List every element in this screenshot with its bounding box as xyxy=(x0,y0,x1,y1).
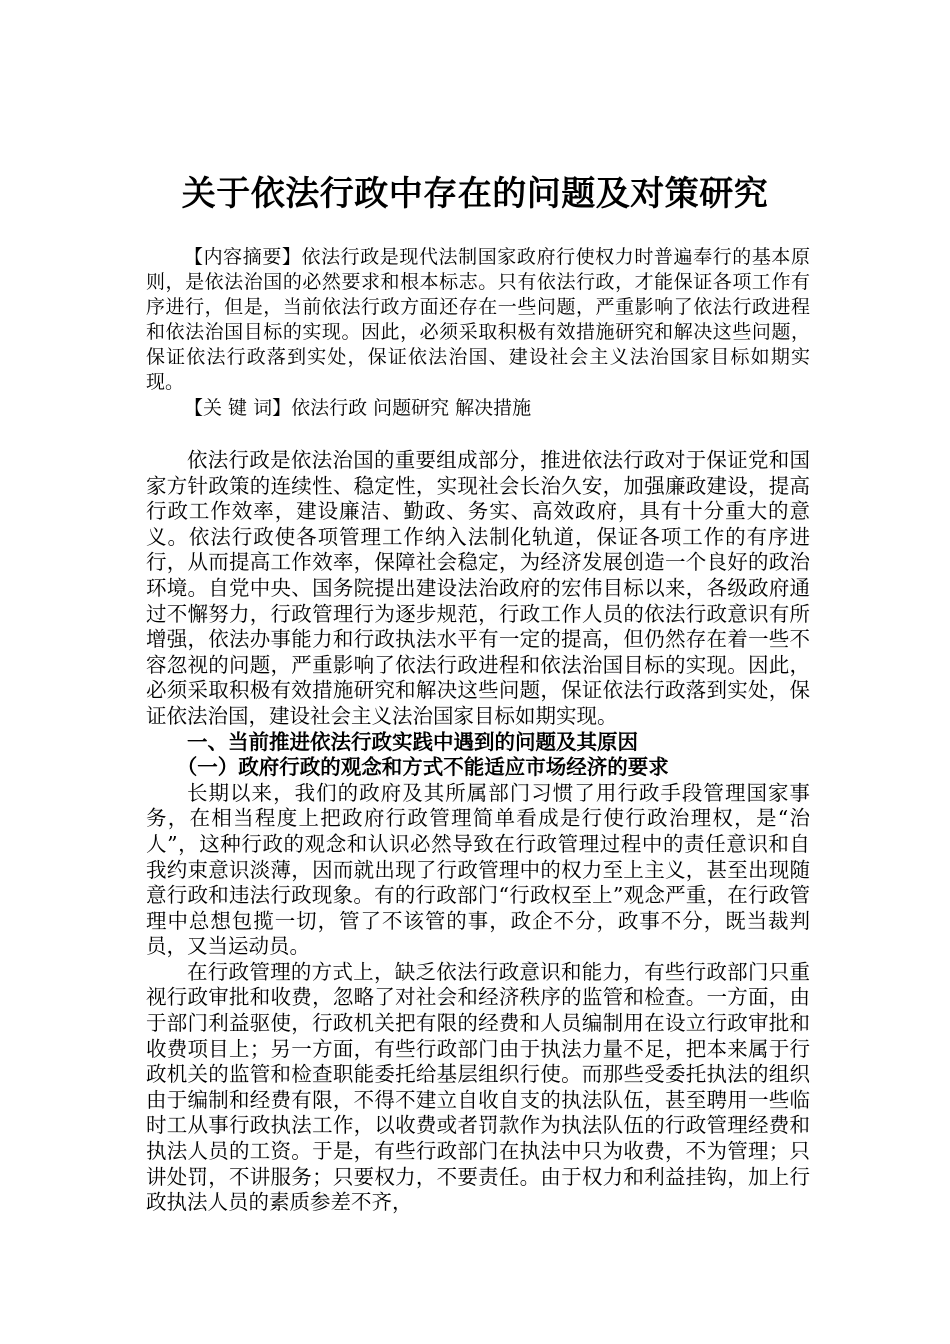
abstract-text: 依法行政是现代法制国家政府行使权力时普遍奉行的基本原则，是依法治国的必然要求和根本标志。只有依法行政，才能保证各项工作有序进行，但是，当前依法行政方面还存在一些问题，严重影响了依法行政进程和依法治国目标的实现。因此，必须采取积极有效措施研究和解决这些问题，保证依法行政落到实处，保证依法治国、建设社会主义法治国家目标如期实现。 xyxy=(146,246,810,393)
section-heading: 一、当前推进依法行政实践中遇到的问题及其原因 xyxy=(187,729,638,754)
intro-paragraph: 依法行政是依法治国的重要组成部分，推进依法行政对于保证党和国家方针政策的连续性、稳定性，实现社会长治久安，加强廉政建设，提高行政工作效率，建设廉洁、勤政、务实、高效政府，具有十分重大的意义。依法行政使各项管理工作纳入法制化轨道，保证各项工作的有序进行，从而提高工作效率，保障社会稳定，为经济发展创造一个良好的政治环境。自党中央、国务院提出建设法治政府的宏伟目标以来，各级政府通过不懈努力，行政管理行为逐步规范，行政工作人员的依法行政意识有所增强，依法办事能力和行政执法水平有一定的提高，但仍然存在着一些不容忽视的问题，严重影响了依法行政进程和依法治国目标的实现。因此，必须采取积极有效措施研究和解决这些问题，保证依法行政落到实处，保证依法治国，建设社会主义法治国家目标如期实现。 xyxy=(146,448,810,728)
document-title: 关于依法行政中存在的问题及对策研究 xyxy=(181,173,769,214)
keywords xyxy=(146,396,810,421)
subsection-heading: （一）政府行政的观念和方式不能适应市场经济的要求 xyxy=(176,755,669,780)
keywords-text: 依法行政 问题研究 解决措施 xyxy=(291,397,532,419)
body-paragraph: 长期以来，我们的政府及其所属部门习惯了用行政手段管理国家事务，在相当程度上把政府行政管理简单看成是行使行政治理权，是“治人”，这种行政的观念和认识必然导致在行政管理过程中的责任意识和自我约束意识淡薄，因而就出现了行政管理中的权力至上主义，甚至出现随意行政和违法行政现象。有的行政部门“行政权至上”观念严重，在行政管理中总想包揽一切，管了不该管的事，政企不分，政事不分，既当裁判员，又当运动员。 xyxy=(146,780,810,959)
abstract-label: 【内容摘要】 xyxy=(184,246,302,268)
keywords-label: 【关 键 词】 xyxy=(184,397,292,419)
body-paragraph: 在行政管理的方式上，缺乏依法行政意识和能力，有些行政部门只重视行政审批和收费，忽略了对社会和经济秩序的监管和检查。一方面，由于部门利益驱使，行政机关把有限的经费和人员编制用在设立行政审批和收费项目上；另一方面，有些行政部门由于执法力量不足，把本来属于行政机关的监管和检查职能委托给基层组织行使。而那些受委托执法的组织由于编制和经费有限，不得不建立自收自支的执法队伍，甚至聘用一些临时工从事行政执法工作，以收费或者罚款作为执法队伍的行政管理经费和执法人员的工资。于是，有些行政部门在执法中只为收费，不为管理；只讲处罚，不讲服务；只要权力，不要责任。由于权力和利益挂钩，加上行政执法人员的素质参差不齐， xyxy=(146,959,810,1215)
abstract xyxy=(146,245,810,395)
body-text xyxy=(146,448,810,1216)
